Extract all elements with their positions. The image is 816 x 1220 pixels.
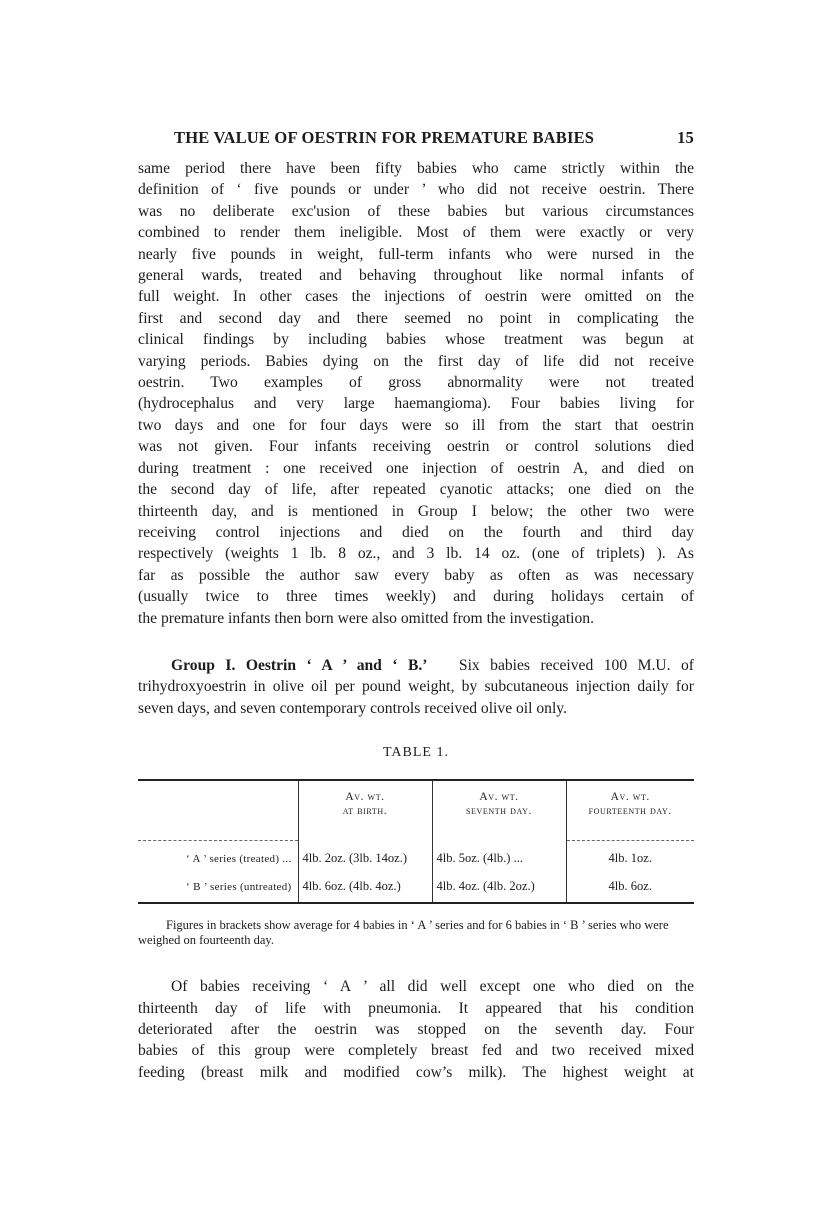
text-line: the second day of life, after repeated cyanotic attacks; one died on the xyxy=(138,481,694,499)
text-line: deteriorated after the oestrin was stopped on the seventh day. Four xyxy=(138,1020,694,1038)
text-line: clinical findings by including babies whose treatment was begun at xyxy=(138,331,694,349)
paragraph-after-table xyxy=(138,976,694,1083)
text-line: during treatment : one received one injection of oestrin A, and died on xyxy=(138,459,694,477)
table-header-row xyxy=(138,780,694,822)
text-line: oestrin. Two examples of gross abnormality were not treated xyxy=(138,374,694,392)
text-line: babies of this group were completely breast fed and two received mixed xyxy=(138,1042,694,1060)
text-line: receiving control injections and died on the fourth and third day xyxy=(138,523,694,541)
text-line: same period there have been fifty babies who came strictly within the xyxy=(138,160,694,177)
text-line: (hydrocephalus and very large haemangioma). Four babies living for xyxy=(138,395,694,413)
group-heading: Group I. Oestrin ‘ A ’ and ‘ B.’ xyxy=(171,656,428,674)
table-separator xyxy=(138,822,694,841)
text-line: respectively (weights 1 lb. 8 oz., and 3 lb. 14 oz. (one of triplets) ). As xyxy=(138,545,694,563)
paragraph-continued xyxy=(138,158,694,629)
header-seventh-day: Av. wt. seventh day. xyxy=(432,780,566,822)
text-line: definition of ‘ five pounds or under ’ who did not receive oestrin. There xyxy=(138,181,694,199)
text-line: the premature infants then born were also omitted from the investigation. xyxy=(138,609,594,627)
text-line: thirteenth day, and is mentioned in Group I below; the other two were xyxy=(138,502,694,520)
weights-table xyxy=(138,779,694,904)
page-number: 15 xyxy=(677,128,694,147)
group-text: Six babies received 100 M.U. of trihydroxyoestrin in olive oil per pound weight, by subcutaneous injection daily for seven days, and seven contemporary controls received olive oil only. xyxy=(138,656,694,717)
row-label: ‘ B ’ series (untreated) xyxy=(138,869,298,903)
header-label-col xyxy=(138,780,298,822)
table-title: TABLE 1. xyxy=(383,745,449,761)
page-body xyxy=(138,128,694,1083)
group-one-paragraph xyxy=(138,655,694,719)
text-line: varying periods. Babies dying on the first day of life did not receive xyxy=(138,352,694,370)
text-line: (usually twice to three times weekly) and during holidays certain of xyxy=(138,588,694,606)
text-line: feeding (breast milk and modified cow’s milk). The highest weight at xyxy=(138,1063,694,1081)
text-line: far as possible the author saw every baby as often as was necessary xyxy=(138,566,694,584)
cell-seventh: 4lb. 5oz. (4lb.) ... xyxy=(432,841,566,870)
text-line: was no deliberate exc'usion of these babies but various circumstances xyxy=(138,202,694,220)
table-footnote: Figures in brackets show average for 4 babies in ‘ A ’ series and for 6 babies in ‘ B ’ series who were weighed on fourteenth day. xyxy=(138,918,669,948)
header-birth: Av. wt. at birth. xyxy=(298,780,432,822)
cell-birth: 4lb. 6oz. (4lb. 4oz.) xyxy=(298,869,432,903)
table-row xyxy=(138,869,694,903)
running-head xyxy=(174,128,694,158)
text-line: Of babies receiving ‘ A ’ all did well except one who died on the xyxy=(171,978,694,996)
text-line: first and second day and there seemed no point in complicating the xyxy=(138,309,694,327)
text-line: full weight. In other cases the injections of oestrin were omitted on the xyxy=(138,288,694,306)
text-line: nearly five pounds in weight, full-term infants who were nursed in the xyxy=(138,245,694,263)
running-head-title: THE VALUE OF OESTRIN FOR PREMATURE BABIES xyxy=(174,128,595,147)
cell-birth: 4lb. 2oz. (3lb. 14oz.) xyxy=(298,841,432,870)
header-fourteenth-day: Av. wt. fourteenth day. xyxy=(566,780,694,822)
text-line: thirteenth day of life with pneumonia. It appeared that his condition xyxy=(138,999,694,1017)
table-row xyxy=(138,841,694,870)
text-line: two days and one for four days were so ill from the start that oestrin xyxy=(138,416,694,434)
cell-fourteenth: 4lb. 1oz. xyxy=(608,851,652,866)
row-label: ‘ A ’ series (treated) ... xyxy=(186,852,292,865)
cell-fourteenth: 4lb. 6oz. xyxy=(566,869,694,903)
cell-seventh: 4lb. 4oz. (4lb. 2oz.) xyxy=(432,869,566,903)
text-line: was not given. Four infants receiving oestrin or control solutions died xyxy=(138,438,694,456)
text-line: combined to render them ineligible. Most of them were exactly or very xyxy=(138,224,694,242)
text-line: general wards, treated and behaving throughout like normal infants of xyxy=(138,267,694,285)
